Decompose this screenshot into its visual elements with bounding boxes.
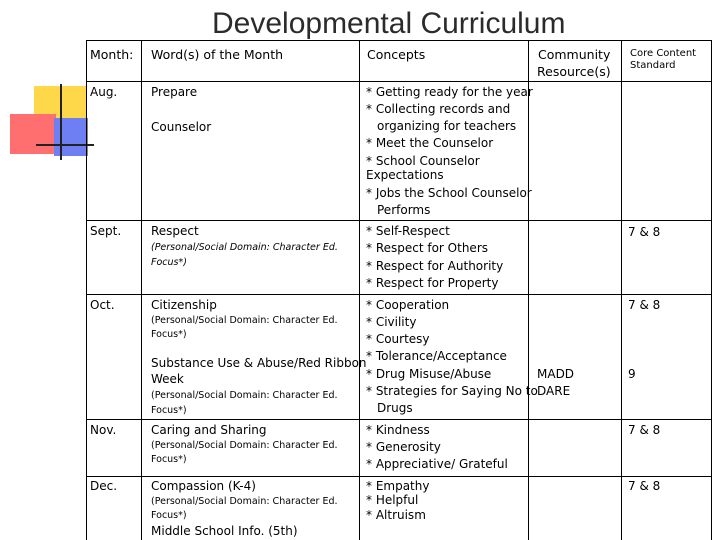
concept-item: * Tolerance/Acceptance [366, 349, 507, 363]
community-dare: DARE [537, 384, 571, 398]
table-border-right [711, 40, 712, 540]
concept-item: * Collecting records and [366, 102, 511, 116]
month-sept: Sept. [90, 224, 122, 238]
table-divider [86, 81, 712, 82]
word-prepare: Prepare [151, 85, 198, 99]
table-divider [141, 40, 142, 540]
month-dec: Dec. [90, 479, 118, 493]
table-divider [528, 40, 529, 540]
concept-item: Expectations [366, 168, 444, 182]
month-oct: Oct. [90, 298, 115, 312]
concept-item: * Jobs the School Counselor [366, 186, 532, 200]
concept-item: * Helpful [366, 493, 419, 507]
table-divider [359, 40, 360, 540]
word-substance-use: Substance Use & Abuse/Red Ribbon [151, 356, 367, 370]
header-month: Month: [90, 47, 134, 62]
concept-item: * Kindness [366, 423, 430, 437]
concept-item: * Drug Misuse/Abuse [366, 367, 492, 381]
header-core-line1: Core Content [630, 48, 697, 59]
decor-vertical-line [60, 84, 62, 160]
standard-value: 7 & 8 [628, 479, 661, 493]
domain-note: Focus*) [151, 405, 187, 416]
concept-item: * Self-Respect [366, 224, 450, 238]
standard-value: 7 & 8 [628, 423, 661, 437]
table-divider [86, 419, 712, 420]
concept-item: * Appreciative/ Grateful [366, 457, 508, 471]
concept-item: * Respect for Authority [366, 259, 504, 273]
concept-item: * Respect for Others [366, 241, 489, 255]
domain-note: Focus*) [151, 257, 187, 268]
decor-red-square [10, 114, 56, 154]
concept-item: * Meet the Counselor [366, 136, 494, 150]
concept-item: * Courtesy [366, 332, 430, 346]
standard-value: 7 & 8 [628, 298, 661, 312]
month-nov: Nov. [90, 423, 117, 437]
word-substance-use-line2: Week [151, 372, 184, 386]
community-madd: MADD [537, 367, 575, 381]
table-divider [86, 294, 712, 295]
header-word: Word(s) of the Month [151, 47, 284, 62]
month-aug: Aug. [90, 85, 118, 99]
word-compassion: Compassion (K-4) [151, 479, 256, 493]
header-concepts: Concepts [367, 47, 426, 62]
concept-item: * Cooperation [366, 298, 450, 312]
table-border-left [86, 40, 87, 540]
concept-item: Drugs [377, 401, 413, 415]
concept-item: organizing for teachers [377, 119, 517, 133]
domain-note: Focus*) [151, 510, 187, 521]
domain-note: (Personal/Social Domain: Character Ed. [151, 390, 338, 401]
page-title: Developmental Curriculum [212, 7, 566, 40]
concept-item: * Empathy [366, 479, 430, 493]
concept-item: * Altruism [366, 508, 426, 522]
header-core-line2: Standard [630, 60, 676, 71]
domain-note: Focus*) [151, 329, 187, 340]
standard-value: 9 [628, 367, 636, 381]
concept-item: * School Counselor [366, 154, 480, 168]
table-divider [86, 220, 712, 221]
table-divider [621, 40, 622, 540]
domain-note: Focus*) [151, 454, 187, 465]
table-divider [86, 476, 712, 477]
word-counselor: Counselor [151, 120, 212, 134]
domain-note: (Personal/Social Domain: Character Ed. [151, 315, 338, 326]
concept-item: * Civility [366, 315, 417, 329]
domain-note: (Personal/Social Domain: Character Ed. [151, 242, 338, 253]
header-community-line1: Community [538, 47, 611, 62]
word-citizenship: Citizenship [151, 298, 217, 312]
concept-item: * Strategies for Saying No to [366, 384, 538, 398]
domain-note: (Personal/Social Domain: Character Ed. [151, 440, 338, 451]
concept-item: * Respect for Property [366, 276, 499, 290]
concept-item: * Generosity [366, 440, 441, 454]
concept-item: * Getting ready for the year [366, 85, 533, 99]
table-border-top [86, 40, 712, 41]
domain-note: (Personal/Social Domain: Character Ed. [151, 496, 338, 507]
header-community-line2: Resource(s) [537, 64, 611, 79]
standard-value: 7 & 8 [628, 225, 661, 239]
word-respect: Respect [151, 224, 199, 238]
concept-item: Performs [377, 203, 431, 217]
word-caring-sharing: Caring and Sharing [151, 423, 267, 437]
word-middle-school-info: Middle School Info. (5th) [151, 524, 298, 538]
